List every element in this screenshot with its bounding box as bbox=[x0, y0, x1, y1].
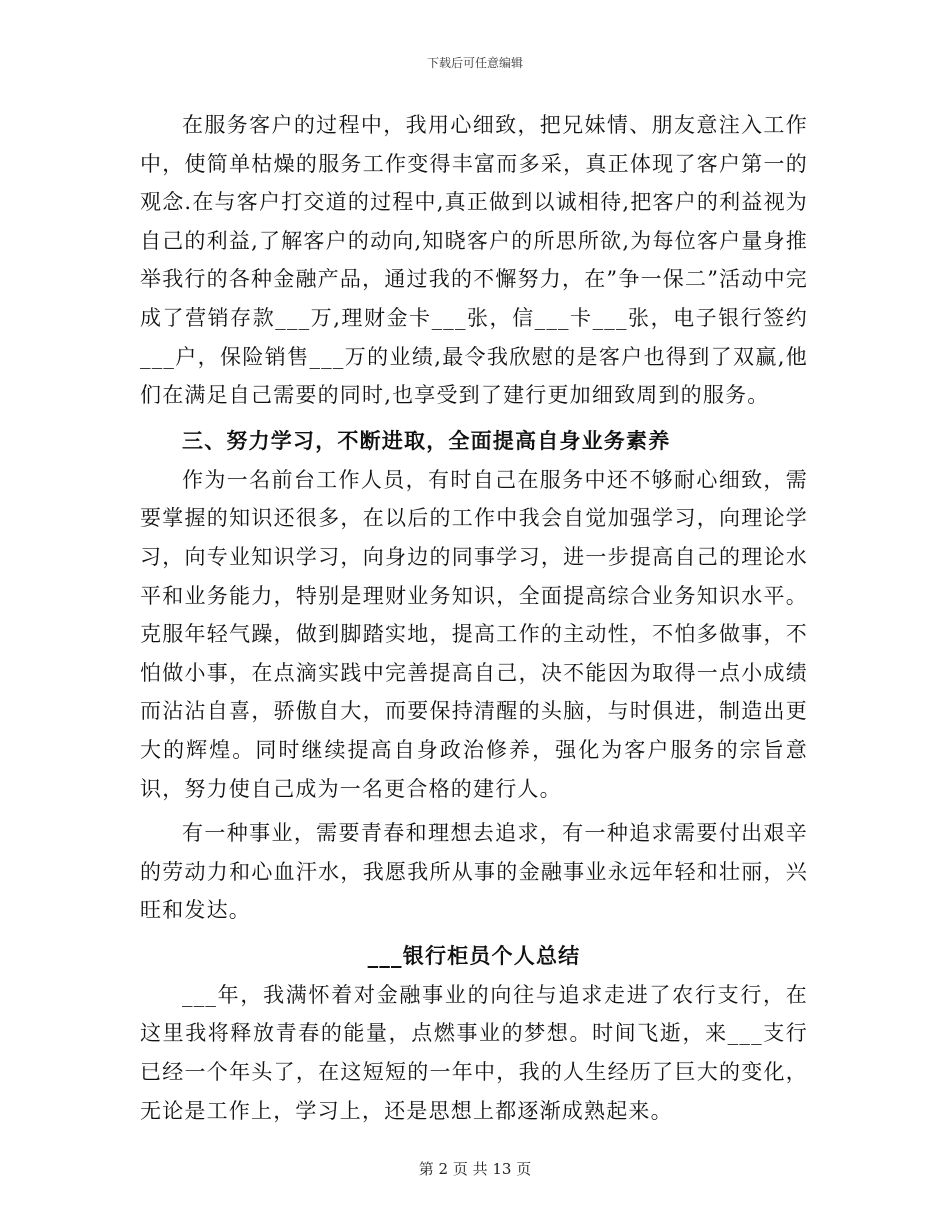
page-number: 第 2 页 共 13 页 bbox=[418, 1160, 532, 1178]
document-body bbox=[140, 106, 808, 1130]
paragraph-service: 在服务客户的过程中，我用心细致，把兄妹情、朋友意注入工作中，使简单枯燥的服务工作变得丰富而多采，真正体现了客户第一的观念.在与客户打交道的过程中,真正做到以诚相待,把客户的利益视为自己的利益,了解客户的动向,知晓客户的所思所欲,为每位客户量身推举我行的各种金融产品，通过我的不懈努力，在”争一保二”活动中完成了营销存款___万,理财金卡___张，信___卡___张，电子银行签约___户，保险销售___万的业绩,最令我欣慰的是客户也得到了双赢,他们在满足自己需要的同时,也享受到了建行更加细致周到的服务。 bbox=[140, 113, 808, 408]
section-heading-3: 三、努力学习，不断进取，全面提高自身业务素养 bbox=[182, 427, 671, 453]
summary-title: ___银行柜员个人总结 bbox=[367, 942, 581, 968]
paragraph-summary-intro: ___年，我满怀着对金融事业的向往与追求走进了农行支行，在这里我将释放青春的能量，点燃事业的梦想。时间飞逝，来___支行已经一个年头了，在这短短的一年中，我的人生经历了巨大的变化，无论是工作上，学习上，还是思想上都逐渐成熟起来。 bbox=[140, 982, 808, 1123]
paragraph-career: 有一种事业，需要青春和理想去追求，有一种追求需要付出艰辛的劳动力和心血汗水，我愿我所从事的金融事业永远年轻和壮丽，兴旺和发达。 bbox=[140, 821, 808, 923]
paragraph-study: 作为一名前台工作人员，有时自己在服务中还不够耐心细致，需要掌握的知识还很多，在以后的工作中我会自觉加强学习，向理论学习，向专业知识学习，向身边的同事学习，进一步提高自己的理论水平和业务能力，特别是理财业务知识，全面提高综合业务知识水平。克服年轻气躁，做到脚踏实地，提高工作的主动性，不怕多做事，不怕做小事，在点滴实践中完善提高自己，决不能因为取得一点小成绩而沾沾自喜，骄傲自大，而要保持清醒的头脑，与时俱进，制造出更大的辉煌。同时继续提高自身政治修养，强化为客户服务的宗旨意识，努力使自己成为一名更合格的建行人。 bbox=[140, 467, 808, 801]
page-header-note: 下载后可任意编辑 bbox=[426, 56, 523, 70]
